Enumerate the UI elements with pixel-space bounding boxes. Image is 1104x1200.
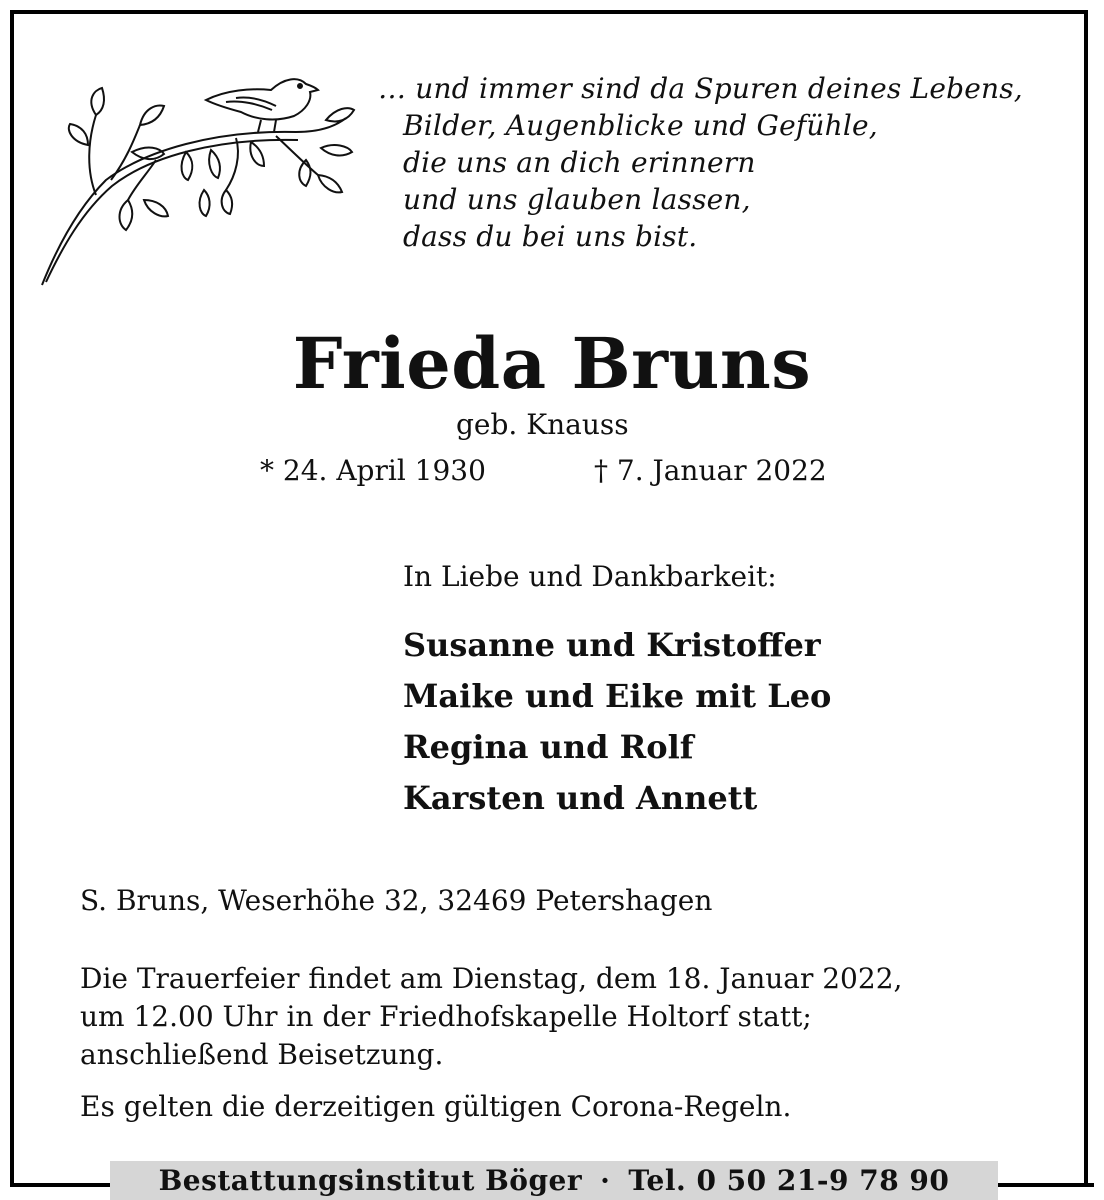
funeral-home-footer xyxy=(110,1161,998,1200)
ceremony-line: um 12.00 Uhr in der Friedhofskapelle Holtorf statt; xyxy=(80,1000,812,1033)
footer-separator: · xyxy=(600,1164,611,1197)
funeral-home-name: Bestattungsinstitut Böger xyxy=(158,1164,583,1197)
bird-on-branch-icon xyxy=(36,60,366,300)
poem-line: … und immer sind da Spuren deines Lebens, xyxy=(378,72,1023,105)
corona-note: Es gelten die derzeitigen gültigen Corona-Regeln. xyxy=(80,1090,792,1123)
deceased-name: Frieda Bruns xyxy=(292,322,812,405)
ceremony-info xyxy=(80,960,902,1074)
ceremony-line: anschließend Beisetzung. xyxy=(80,1038,444,1071)
mourner-name: Regina und Rolf xyxy=(403,728,694,766)
birth-date: * 24. April 1930 xyxy=(260,454,486,487)
poem-line: dass du bei uns bist. xyxy=(403,220,698,253)
poem-line: die uns an dich erinnern xyxy=(403,146,756,179)
contact-address: S. Bruns, Weserhöhe 32, 32469 Petershagen xyxy=(80,884,713,917)
mourner-name: Karsten und Annett xyxy=(403,779,758,817)
mourners-list xyxy=(403,620,831,824)
mourner-name: Maike und Eike mit Leo xyxy=(403,677,832,715)
mourners-intro: In Liebe und Dankbarkeit: xyxy=(403,560,777,593)
poem-line: und uns glauben lassen, xyxy=(403,183,751,216)
poem xyxy=(378,70,1023,255)
death-date: † 7. Januar 2022 xyxy=(594,454,827,487)
ceremony-line: Die Trauerfeier findet am Dienstag, dem 18. Januar 2022, xyxy=(80,962,903,995)
mourner-name: Susanne und Kristoffer xyxy=(403,626,821,664)
poem-line: Bilder, Augenblicke und Gefühle, xyxy=(403,109,878,142)
born-name: geb. Knauss xyxy=(456,408,629,441)
funeral-home-phone: Tel. 0 50 21-9 78 90 xyxy=(628,1164,950,1197)
